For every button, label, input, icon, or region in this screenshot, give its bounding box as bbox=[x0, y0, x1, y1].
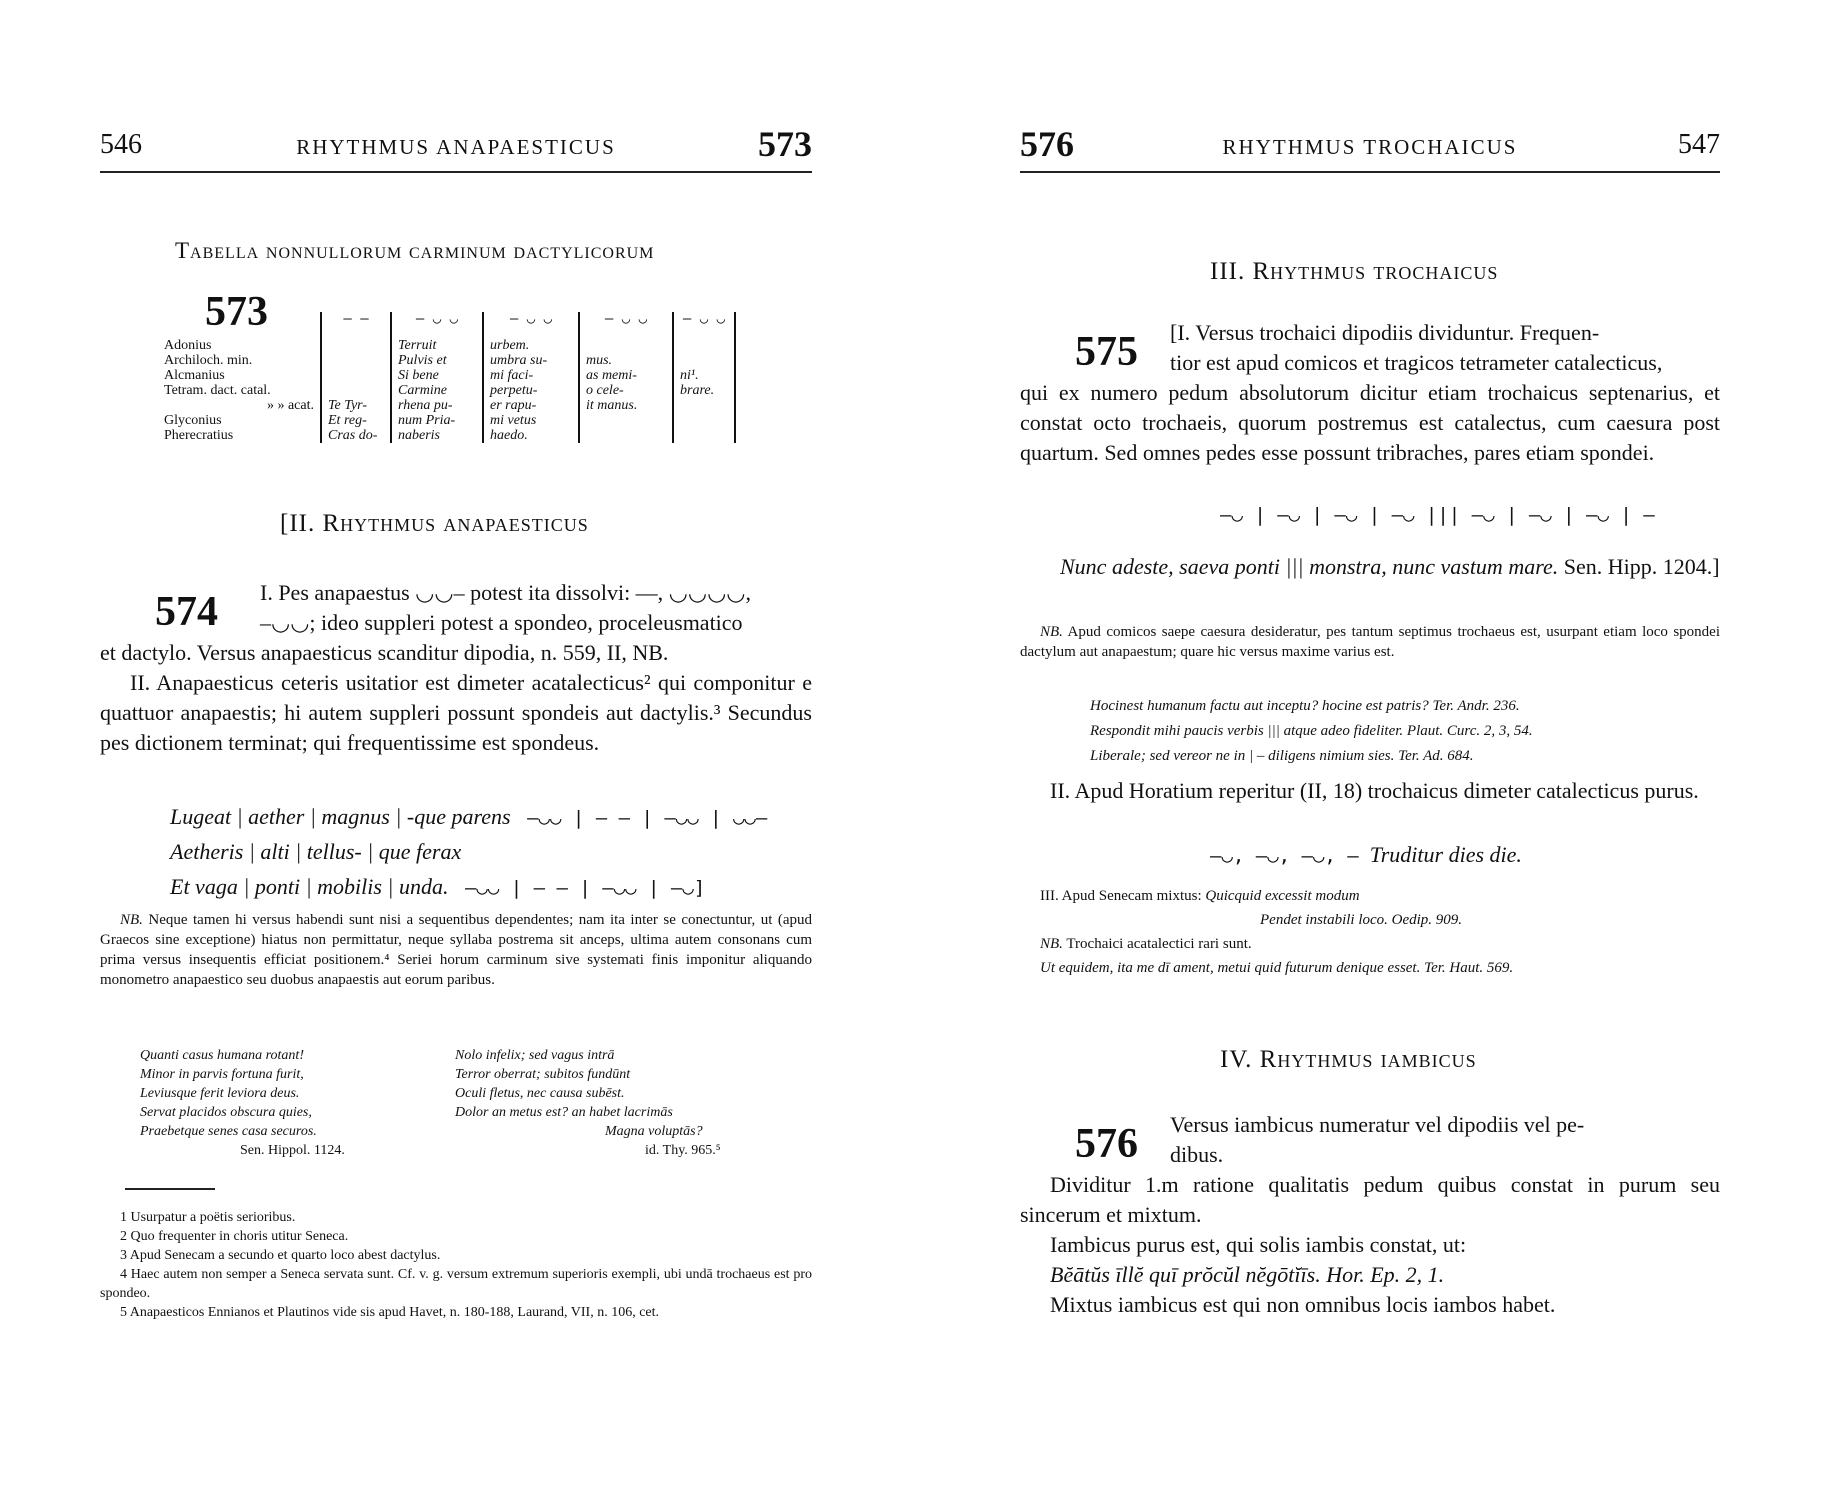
section-number: 576 bbox=[1020, 124, 1074, 164]
table-column bbox=[579, 338, 673, 443]
cell: haedo. bbox=[490, 428, 528, 443]
footnote: 4 Haec autem non semper a Seneca servata sunt. Cf. v. g. versum extremum superioris exempli, ubi undā trochaeus est pro spondeo. bbox=[100, 1267, 812, 1301]
cell: Pulvis et bbox=[398, 353, 447, 368]
table-body bbox=[158, 338, 735, 443]
row-label: Adonius bbox=[164, 338, 212, 353]
metre-scheme: –◡ | –◡ | –◡ | –◡ ||| –◡ | –◡ | –◡ | – bbox=[1220, 504, 1655, 526]
verse-text: Truditur dies die. bbox=[1369, 842, 1522, 867]
cell: er rapu- bbox=[490, 398, 537, 413]
cell bbox=[680, 353, 728, 368]
verse-example bbox=[1020, 552, 1720, 582]
cell: brare. bbox=[680, 383, 715, 398]
nb-label: NB. bbox=[1040, 936, 1063, 952]
meter-cell: – ◡ ◡ bbox=[483, 312, 579, 338]
nb-text: Trochaici acatalectici rari sunt. bbox=[1066, 936, 1252, 952]
quote-line: Nolo infelix; sed vagus intrā bbox=[455, 1048, 615, 1063]
metre-table bbox=[158, 312, 736, 443]
paragraph bbox=[260, 578, 812, 638]
right-page-header bbox=[1020, 125, 1720, 173]
verse-text: Quicquid excessit modum bbox=[1205, 888, 1360, 904]
quote-source: Sen. Hippol. 1124. bbox=[240, 1143, 345, 1158]
nb-label: NB. bbox=[120, 912, 143, 928]
paragraph-label: III. Apud Senecam mixtus: bbox=[1040, 888, 1202, 904]
cell: mus. bbox=[586, 353, 613, 368]
cell bbox=[586, 338, 666, 353]
cell: rhena pu- bbox=[398, 398, 453, 413]
quote-line: Magna voluptās? bbox=[605, 1124, 703, 1139]
verse-source: Sen. Hipp. 1204.] bbox=[1563, 554, 1720, 579]
quote-line: Quanti casus humana rotant! bbox=[140, 1048, 304, 1063]
meter-cell: – ◡ ◡ bbox=[391, 312, 483, 338]
section-number-574: 574 bbox=[155, 589, 218, 635]
quote-right bbox=[455, 1046, 765, 1160]
cell: Carmine bbox=[398, 383, 447, 398]
verse-line bbox=[170, 835, 810, 870]
verse-line bbox=[170, 800, 810, 835]
cell: o cele- bbox=[586, 383, 624, 398]
paragraph bbox=[100, 638, 812, 758]
verse-meter: –◡, –◡, –◡, – bbox=[1210, 845, 1359, 867]
cell: as memi- bbox=[586, 368, 637, 383]
text-line: et dactylo. Versus anapaesticus scanditur dipodia, n. 559, II, NB. bbox=[100, 640, 669, 665]
verse-text: Nunc adeste, saeva ponti ||| monstra, nunc vastum mare. bbox=[1060, 554, 1559, 579]
verse-meter: –◡◡ | – – | –◡◡ | –◡] bbox=[464, 877, 706, 899]
verse-text: Lugeat | aether | magnus | -que parens bbox=[170, 804, 511, 829]
text-line: Bĕātŭs īllĕ quī prŏcŭl nĕgōtĭīs. Hor. Ep. 2, 1. bbox=[1050, 1262, 1445, 1287]
cell bbox=[328, 353, 384, 368]
cell bbox=[328, 368, 384, 383]
row-label: » » acat. bbox=[266, 398, 314, 413]
running-title: RHYTHMUS ANAPAESTICUS bbox=[296, 135, 616, 159]
cell: naberis bbox=[398, 428, 440, 443]
row-label: Alcmanius bbox=[164, 368, 225, 383]
quote-line: Minor in parvis fortuna furit, bbox=[140, 1067, 304, 1082]
cell: Cras do- bbox=[328, 428, 378, 443]
quote-left bbox=[140, 1046, 400, 1160]
meter-cell: – ◡ ◡ bbox=[579, 312, 673, 338]
paragraph-text: II. Anapaesticus ceteris usitatior est dimeter acatalecticus² qui componitur e quattuor anapaestis; hi autem suppleri possunt spondeis aut dactylis.³ Secundus pes dictionem terminat; qui frequentissime est spondeus. bbox=[100, 670, 812, 755]
quote-source: id. Thy. 965.⁵ bbox=[645, 1143, 721, 1158]
verse-meter: –◡◡ | – – | –◡◡ | ◡◡– bbox=[527, 807, 768, 829]
footnote: 3 Apud Senecam a secundo et quarto loco abest dactylus. bbox=[120, 1248, 441, 1263]
quote-line: Servat placidos obscura quies, bbox=[140, 1105, 312, 1120]
footnote: 2 Quo frequenter in choris utitur Seneca. bbox=[120, 1229, 349, 1244]
verse-block bbox=[170, 800, 810, 905]
cell: Et reg- bbox=[328, 413, 367, 428]
text-line: Mixtus iambicus est qui non omnibus locis iambos habet. bbox=[1050, 1292, 1556, 1317]
verse-text: Et vaga | ponti | mobilis | unda. bbox=[170, 874, 449, 899]
mixtus-example bbox=[1040, 884, 1720, 980]
cell: num Pria- bbox=[398, 413, 456, 428]
quote-line: Terror oberrat; subitos fundūnt bbox=[455, 1067, 631, 1082]
section-number-576: 576 bbox=[1075, 1121, 1138, 1167]
footnote-rule bbox=[125, 1188, 215, 1190]
footnotes bbox=[100, 1208, 812, 1322]
cell: urbem. bbox=[490, 338, 530, 353]
text-line: [I. Versus trochaici dipodiis dividuntur. Frequen- bbox=[1170, 320, 1600, 345]
left-page bbox=[100, 0, 812, 1500]
cell bbox=[586, 413, 666, 428]
cell bbox=[586, 428, 666, 443]
cell: Terruit bbox=[398, 338, 437, 353]
table-title: Tabella nonnullorum carminum dactylicorum bbox=[175, 238, 655, 263]
example-line: Respondit mihi paucis verbis ||| atque adeo fideliter. Plaut. Curc. 2, 3, 54. bbox=[1090, 723, 1533, 739]
cell: ni¹. bbox=[680, 368, 699, 383]
cell: it manus. bbox=[586, 398, 638, 413]
cell bbox=[328, 383, 384, 398]
paragraph bbox=[1170, 318, 1720, 378]
paragraph bbox=[1020, 1170, 1720, 1320]
page-number: 547 bbox=[1678, 129, 1720, 160]
row-label: Pherecratius bbox=[164, 428, 234, 443]
table-column bbox=[391, 338, 483, 443]
meter-cell: – – bbox=[321, 312, 391, 338]
quote-line: Oculi fletus, nec causa subēst. bbox=[455, 1086, 625, 1101]
text-line: Versus iambicus numeratur vel dipodiis vel pe- bbox=[1170, 1112, 1585, 1137]
cell: mi faci- bbox=[490, 368, 534, 383]
text-line: Dividitur 1.m ratione qualitatis pedum quibus constat in purum seu sincerum et mixtum. bbox=[1020, 1172, 1720, 1227]
table-column bbox=[483, 338, 579, 443]
section-heading: [II. Rhythmus anapaesticus bbox=[280, 510, 589, 537]
table-column bbox=[321, 338, 391, 443]
example-list bbox=[1090, 694, 1720, 769]
text-line: dibus. bbox=[1170, 1142, 1224, 1167]
verse-text: Aetheris | alti | tellus- | que ferax bbox=[170, 839, 462, 864]
cell bbox=[680, 428, 728, 443]
running-title: RHYTHMUS TROCHAICUS bbox=[1222, 135, 1518, 159]
nb-label: NB. bbox=[1040, 624, 1063, 640]
row-label: Glyconius bbox=[164, 413, 222, 428]
verse-text: Pendet instabili loco. Oedip. 909. bbox=[1260, 912, 1463, 928]
row-label: Archiloch. min. bbox=[164, 353, 253, 368]
nb-note bbox=[1020, 622, 1720, 662]
verse-line bbox=[170, 870, 810, 905]
footnote: 5 Anapaesticos Ennianos et Plautinos vide sis apud Havet, n. 180-188, Laurand, VII, n. 106, cet. bbox=[120, 1305, 660, 1320]
meter-cell: – ◡ ◡ bbox=[673, 312, 735, 338]
cell bbox=[328, 338, 384, 353]
section-number-575: 575 bbox=[1075, 329, 1138, 375]
section-number: 573 bbox=[758, 124, 812, 164]
example-line: Ut equidem, ita me dī ament, metui quid futurum denique esset. Ter. Haut. 569. bbox=[1040, 960, 1514, 976]
cell: Te Tyr- bbox=[328, 398, 368, 413]
text-line: tior est apud comicos et tragicos tetrameter catalecticus, bbox=[1170, 350, 1663, 375]
section-heading: IV. Rhythmus iambicus bbox=[1220, 1046, 1477, 1073]
paragraph-text: qui ex numero pedum absolutorum dicitur etiam trochaicus septenarius, et constat octo trochaeis, quorum postremus est catalectus, cum caesura post quartum. Sed omnes pedes esse possunt tribraches, pares etiam spondei. bbox=[1020, 380, 1720, 465]
table-number: 573 bbox=[205, 289, 268, 335]
text-line: Iambicus purus est, qui solis iambis constat, ut: bbox=[1050, 1232, 1467, 1257]
left-page-header bbox=[100, 125, 812, 173]
cell bbox=[680, 398, 728, 413]
section-heading: III. Rhythmus trochaicus bbox=[1210, 258, 1499, 285]
example-line: Hocinest humanum factu aut inceptu? hocine est patris? Ter. Andr. 236. bbox=[1090, 698, 1520, 714]
nb-text: Neque tamen hi versus habendi sunt nisi a sequentibus dependentes; nam ita inter se conectuntur, ut (apud Graecos sine exceptione) hiatus non permittatur, neque syllaba postrema sit anceps, ultima autem consonans cum prima versus insequentis efficiat positionem.⁴ Seriei horum carminum sive systemati finis imponitur aliquando monometro anapaestico seu duobus anapaestis aut eorum paribus. bbox=[100, 912, 812, 988]
cell: mi vetus bbox=[490, 413, 537, 428]
text-line: –◡◡; ideo suppleri potest a spondeo, proceleusmatico bbox=[260, 610, 743, 635]
paragraph-text: II. Apud Horatium reperitur (II, 18) trochaicus dimeter catalecticus purus. bbox=[1050, 778, 1699, 803]
text-line: I. Pes anapaestus ◡◡– potest ita dissolvi: ––, ◡◡◡◡, bbox=[260, 580, 751, 605]
quote-line: Dolor an metus est? an habet lacrimās bbox=[455, 1105, 673, 1120]
cell bbox=[680, 413, 728, 428]
example-line: Liberale; sed vereor ne in | – diligens nimium sies. Ter. Ad. 684. bbox=[1090, 748, 1474, 764]
footnote: 1 Usurpatur a poëtis serioribus. bbox=[120, 1210, 296, 1225]
cell: umbra su- bbox=[490, 353, 548, 368]
cell: Si bene bbox=[398, 368, 439, 383]
verse-example bbox=[1210, 842, 1522, 868]
nb-text: Apud comicos saepe caesura desideratur, pes tantum septimus trochaeus est, usurpant etiam loco spondei dactylum aut anapaestum; quare hic versus maxime varius est. bbox=[1020, 624, 1720, 660]
paragraph bbox=[1170, 1110, 1720, 1170]
row-label: Tetram. dact. catal. bbox=[164, 383, 271, 398]
cell: perpetu- bbox=[490, 383, 538, 398]
quote-line: Leviusque ferit leviora deus. bbox=[140, 1086, 300, 1101]
quote-line: Praebetque senes casa securos. bbox=[140, 1124, 317, 1139]
nb-note bbox=[100, 910, 812, 990]
right-page bbox=[1020, 0, 1720, 1500]
cell bbox=[680, 338, 728, 353]
table-column bbox=[673, 338, 735, 443]
page-number: 546 bbox=[100, 129, 142, 160]
